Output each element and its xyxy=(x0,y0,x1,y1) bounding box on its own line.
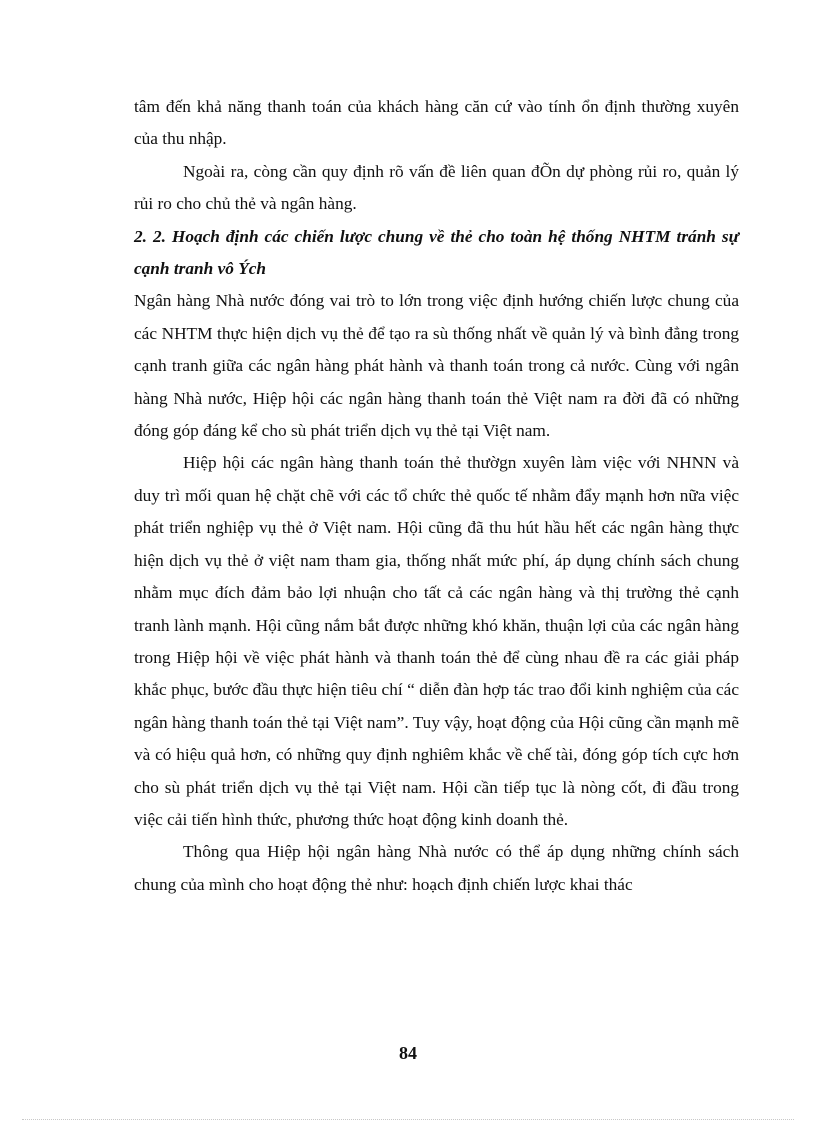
paragraph-common-policy: Thông qua Hiệp hội ngân hàng Nhà nước có thể áp dụng những chính sách chung của mình cho hoạt động thẻ như: hoạch định chiến lược khai thác xyxy=(134,842,739,894)
paragraph-card-association: Hiệp hội các ngân hàng thanh toán thẻ thườgn xuyên làm việc với NHNN và duy trì mối quan hệ chặt chẽ với các tổ chức thẻ quốc tế nhằm đẩy mạnh hơn nữa việc phát triển nghiệp vụ thẻ ở Việt nam. Hội cũng đã thu hút hầu hết các ngân hàng thực hiện dịch vụ thẻ ở việt nam tham gia, thống nhất mức phí, áp dụng chính sách chung nhằm mục đích đảm bảo lợi nhuận cho tất cả các ngân hàng và thị trường thẻ cạnh tranh lành mạnh. Hội cũng nắm bắt được những khó khăn, thuận lợi của các ngân hàng trong Hiệp hội về việc phát hành và thanh toán thẻ để cùng nhau đề ra các giải pháp khắc phục, bước đầu thực hiện tiêu chí “ diễn đàn hợp tác trao đổi kinh nghiệm của các ngân hàng thanh toán thẻ tại Việt nam”. Tuy vậy, hoạt động của Hội cũng cần mạnh mẽ và có hiệu quả hơn, có những quy định nghiêm khắc về chế tài, đóng góp tích cực hơn cho sù phát triển dịch vụ thẻ tại Việt nam. Hội cần tiếp tục là nòng cốt, đi đầu trong việc cải tiến hình thức, phương thức hoạt động kinh doanh thẻ. xyxy=(134,453,739,829)
page-bottom-divider xyxy=(22,1119,794,1120)
paragraph-continuation: tâm đến khả năng thanh toán của khách hàng căn cứ vào tính ổn định thường xuyên của thu nhập. xyxy=(134,97,739,149)
section-heading: 2. 2. Hoạch định các chiến lược chung về thẻ cho toàn hệ thống NHTM tránh sự cạnh tranh vô Ých xyxy=(134,226,739,279)
paragraph-state-bank-role: Ngân hàng Nhà nước đóng vai trò to lớn trong việc định hướng chiến lược chung của các NHTM thực hiện dịch vụ thẻ để tạo ra sù thống nhất về quản lý và bình đẳng trong cạnh tranh giữa các ngân hàng phát hành và thanh toán trong cả nước. Cùng với ngân hàng Nhà nước, Hiệp hội các ngân hàng thanh toán thẻ Việt nam ra đời đã có những đóng góp đáng kể cho sù phát triển dịch vụ thẻ tại Việt nam. xyxy=(134,291,739,441)
paragraph-risk-provision: Ngoài ra, còng cần quy định rõ vấn đề liên quan đÕn dự phòng rủi ro, quản lý rủi ro cho chủ thẻ và ngân hàng. xyxy=(134,161,739,214)
page-number: 84 xyxy=(399,1043,417,1063)
body-text xyxy=(134,91,739,901)
